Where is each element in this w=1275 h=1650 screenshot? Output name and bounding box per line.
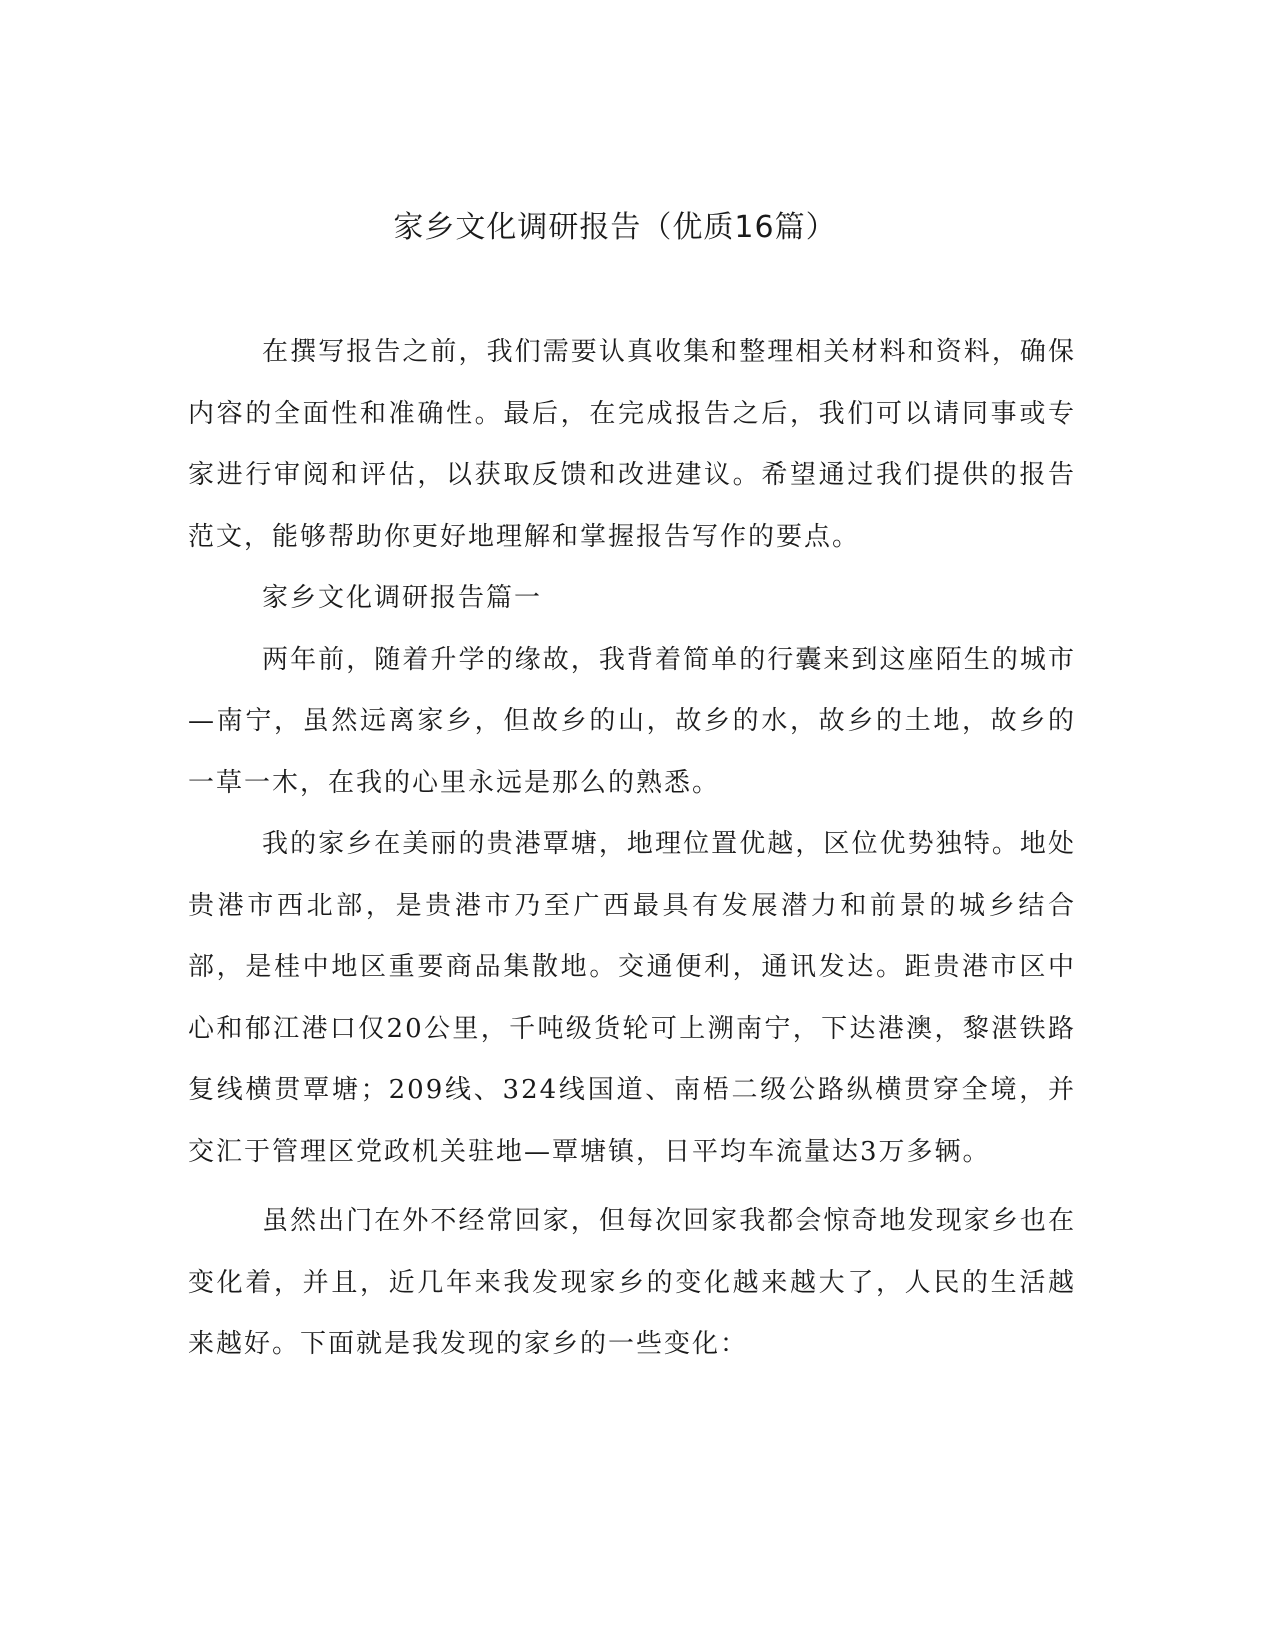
document-body [188,322,1076,1376]
paragraph-memory: 两年前，随着升学的缘故，我背着简单的行囊来到这座陌生的城市—南宁，虽然远离家乡，但故乡的山，故乡的水，故乡的土地，故乡的一草一木，在我的心里永远是那么的熟悉。 [188,644,1076,798]
paragraph-intro: 在撰写报告之前，我们需要认真收集和整理相关材料和资料，确保内容的全面性和准确性。最后，在完成报告之后，我们可以请同事或专家进行审阅和评估，以获取反馈和改进建议。希望通过我们提供的报告范文，能够帮助你更好地理解和掌握报告写作的要点。 [188,337,1076,552]
paragraph-location: 我的家乡在美丽的贵港覃塘，地理位置优越，区位优势独特。地处贵港市西北部，是贵港市乃至广西最具有发展潜力和前景的城乡结合部，是桂中地区重要商品集散地。交通便利，通讯发达。距贵港市区中心和郁江港口仅20公里，千吨级货轮可上溯南宁，下达港澳，黎湛铁路复线横贯覃塘；209线、324线国道、南梧二级公路纵横贯穿全境，并交汇于管理区党政机关驻地—覃塘镇，日平均车流量达3万多辆。 [188,829,1076,1167]
section-heading: 家乡文化调研报告篇一 [262,583,543,613]
document-title: 家乡文化调研报告（优质16篇） [393,210,837,245]
paragraph-changes: 虽然出门在外不经常回家，但每次回家我都会惊奇地发现家乡也在变化着，并且，近几年来我发现家乡的变化越来越大了，人民的生活越来越好。下面就是我发现的家乡的一些变化： [188,1206,1076,1359]
